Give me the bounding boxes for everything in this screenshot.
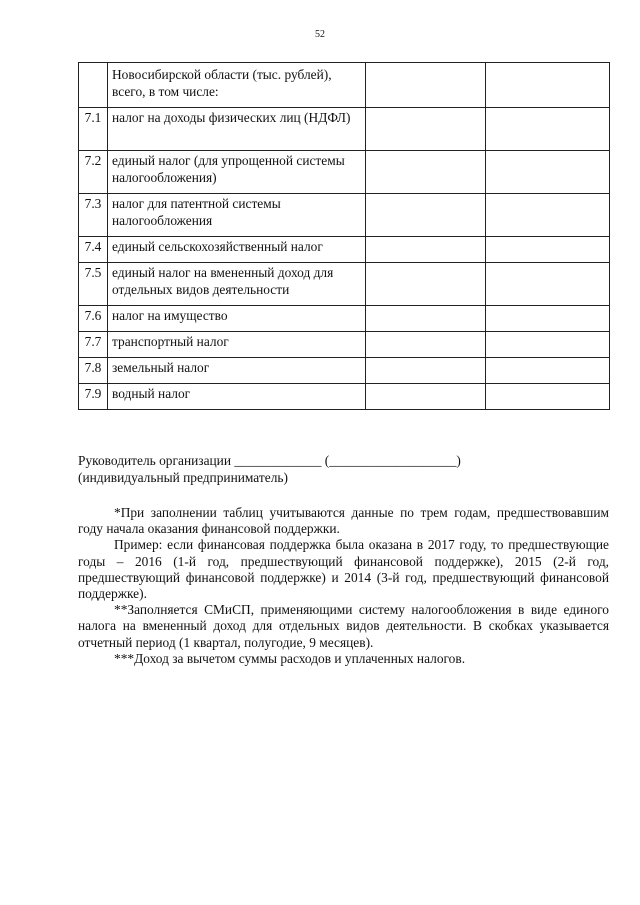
value-cell bbox=[486, 108, 610, 151]
footnote-1: *При заполнении таблиц учитываются данные по трем годам, предшествовавшим году начала оказания финансовой поддержки. bbox=[78, 505, 609, 537]
value-cell bbox=[486, 237, 610, 263]
table-row bbox=[79, 194, 610, 237]
signature-line: Руководитель организации _____________ (___________________) bbox=[78, 453, 461, 468]
value-cell bbox=[366, 358, 486, 384]
table-row bbox=[79, 306, 610, 332]
row-label: Новосибирской области (тыс. рублей), всего, в том числе: bbox=[108, 63, 366, 108]
value-cell bbox=[366, 263, 486, 306]
row-label: налог на доходы физических лиц (НДФЛ) bbox=[108, 108, 366, 151]
row-number: 7.5 bbox=[79, 263, 108, 306]
row-number: 7.1 bbox=[79, 108, 108, 151]
page-number: 52 bbox=[315, 29, 325, 40]
value-cell bbox=[366, 237, 486, 263]
row-label: налог для патентной системы налогообложения bbox=[108, 194, 366, 237]
row-label: налог на имущество bbox=[108, 306, 366, 332]
table-row bbox=[79, 63, 610, 108]
value-cell bbox=[486, 151, 610, 194]
row-label: водный налог bbox=[108, 384, 366, 410]
value-cell bbox=[486, 384, 610, 410]
value-cell bbox=[486, 63, 610, 108]
row-label: единый налог (для упрощенной системы налогообложения) bbox=[108, 151, 366, 194]
value-cell bbox=[486, 194, 610, 237]
table-row bbox=[79, 108, 610, 151]
row-label: единый сельскохозяйственный налог bbox=[108, 237, 366, 263]
footnote-3: ***Доход за вычетом суммы расходов и уплаченных налогов. bbox=[114, 650, 466, 666]
row-number: 7.7 bbox=[79, 332, 108, 358]
footnotes bbox=[78, 505, 609, 667]
row-label: транспортный налог bbox=[108, 332, 366, 358]
signature-block bbox=[78, 452, 609, 486]
row-number: 7.8 bbox=[79, 358, 108, 384]
footnote-2: **Заполняется СМиСП, применяющими систему налогообложения в виде единого налога на вмененный доход для отдельных видов деятельности. В скобках указывается отчетный период (1 квартал, полугодие, 9 месяцев). bbox=[78, 602, 609, 650]
footnote-example: Пример: если финансовая поддержка была оказана в 2017 году, то предшествующие годы – 2016 (1-й год, предшествующий финансовой поддержке), 2015 (2-й год, предшествующий финансовой поддержке) и 2014 (3-й год, предшествующий финансовой поддержке). bbox=[78, 537, 609, 602]
row-number: 7.2 bbox=[79, 151, 108, 194]
table-row bbox=[79, 332, 610, 358]
value-cell bbox=[366, 384, 486, 410]
row-number bbox=[79, 63, 108, 108]
value-cell bbox=[366, 151, 486, 194]
value-cell bbox=[366, 108, 486, 151]
value-cell bbox=[486, 358, 610, 384]
row-label: единый налог на вмененный доход для отдельных видов деятельности bbox=[108, 263, 366, 306]
value-cell bbox=[486, 306, 610, 332]
value-cell bbox=[366, 332, 486, 358]
value-cell bbox=[486, 263, 610, 306]
row-number: 7.4 bbox=[79, 237, 108, 263]
table-row bbox=[79, 358, 610, 384]
table-row bbox=[79, 384, 610, 410]
table-row bbox=[79, 263, 610, 306]
tax-payments-table bbox=[78, 62, 610, 410]
signature-caption: (индивидуальный предприниматель) bbox=[78, 470, 288, 485]
value-cell bbox=[366, 63, 486, 108]
value-cell bbox=[366, 306, 486, 332]
row-number: 7.6 bbox=[79, 306, 108, 332]
value-cell bbox=[366, 194, 486, 237]
row-number: 7.9 bbox=[79, 384, 108, 410]
row-label: земельный налог bbox=[108, 358, 366, 384]
row-number: 7.3 bbox=[79, 194, 108, 237]
value-cell bbox=[486, 332, 610, 358]
table-row bbox=[79, 237, 610, 263]
table-row bbox=[79, 151, 610, 194]
